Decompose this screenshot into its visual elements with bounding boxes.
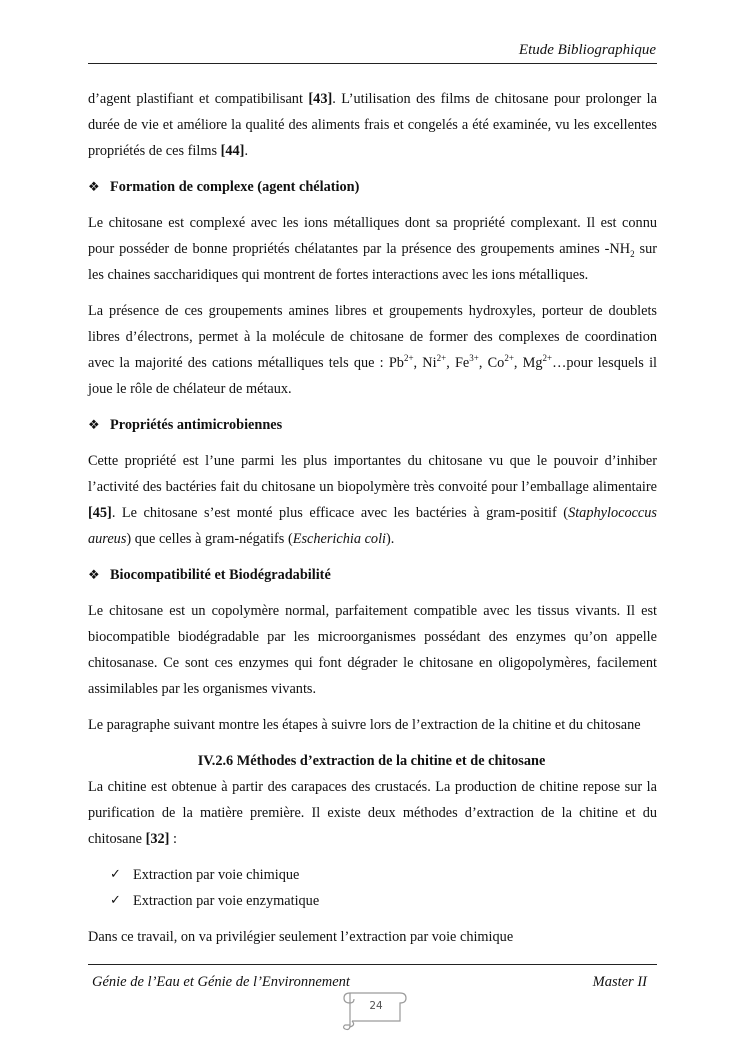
paragraph-2: Le chitosane est complexé avec les ions métalliques dont sa propriété complexant. Il est connu pour posséder de bonne propriétés chélatantes par la présence des groupements amines $-NH_2$ sur les chaines saccharidiques qui montrent de fortes interactions avec les ions métalliques. (88, 215, 657, 283)
paragraph-5: Le chitosane est un copolymère normal, parfaitement compatible avec les tissus vivants. Il est biocompatible biodégradable par les microorganismes possédant des enzymes qu’on appelle chitosanase. Ce sont ces enzymes qui font dégrader le chitosane en oligopolymères, facilement assimilables par les organismes vivants. (88, 603, 657, 697)
section-title: IV.2.6 Méthodes d’extraction de la chitine et de chitosane (197, 753, 546, 769)
extraction-methods-list (88, 862, 657, 914)
paragraph-6: Le paragraphe suivant montre les étapes à suivre lors de l’extraction de la chitine et du chitosane (88, 717, 641, 733)
diamond-bullet-icon: ❖ (88, 417, 100, 432)
heading-biocompatibilite: ❖ Biocompatibilité et Biodégradabilité (88, 562, 657, 588)
heading-formation-complexe: ❖ Formation de complexe (agent chélation) (88, 174, 657, 200)
paragraph-4: Cette propriété est l’une parmi les plus importantes du chitosane vu que le pouvoir d’inhiber l’activité des bactéries fait du chitosane un biopolymère très convoité pour l’emballage alimentaire [45]. Le chitosane s’est monté plus efficace avec les bactéries à gram-positif (Staphylococcus aureus) que celles à gram-négatifs (Escherichia coli). (88, 453, 657, 547)
citation: [45] (88, 505, 112, 521)
diamond-bullet-icon: ❖ (88, 567, 100, 582)
footer-rule (88, 964, 657, 965)
check-mark-icon: ✓ (110, 893, 121, 908)
header-title: Etude Bibliographique (518, 42, 656, 58)
citation: [32] (145, 831, 170, 847)
paragraph-3: La présence de ces groupements amines libres et groupements hydroxyles, porteur de doublets libres d’électrons, permet à la molécule de chitosane de former des complexes de coordination avec la majorité des cations métalliques tels que : $Pb^{2+}$, $Ni^{2+}$, $Fe^{3+}$, $Co^{2+}$, $Mg^{2+}\dots pour$ lesquels il joue le rôle de chélateur de métaux. (88, 303, 658, 397)
paragraph-7: La chitine est obtenue à partir des carapaces des crustacés. La production de chitine repose sur la purification de la matière première. Il existe deux méthodes d’extraction de la chitine et du chitosane [32] : (88, 779, 657, 847)
paragraph-8: Dans ce travail, on va privilégier seulement l’extraction par voie chimique (88, 929, 514, 945)
paragraph-1: d’agent plastifiant et compatibilisant [43]. L’utilisation des films de chitosane pour prolonger la durée de vie et améliore la qualité des aliments frais et congelés a été examinée, vu les excellentes propriétés de ces films [44]. (88, 91, 657, 159)
check-mark-icon: ✓ (110, 867, 121, 882)
diamond-bullet-icon: ❖ (88, 179, 100, 194)
page-body (88, 86, 657, 960)
list-item: ✓ Extraction par voie enzymatique (110, 888, 657, 914)
citation: [43] (308, 91, 333, 107)
citation: [44] (220, 143, 245, 159)
page-number: 24 (369, 1000, 383, 1012)
header-rule (88, 63, 657, 64)
list-item: ✓ Extraction par voie chimique (110, 862, 657, 888)
footer-right: Master II (592, 974, 647, 990)
footer-left: Génie de l’Eau et Génie de l’Environnement (92, 974, 350, 990)
heading-antimicrobiennes: ❖ Propriétés antimicrobiennes (88, 412, 657, 438)
